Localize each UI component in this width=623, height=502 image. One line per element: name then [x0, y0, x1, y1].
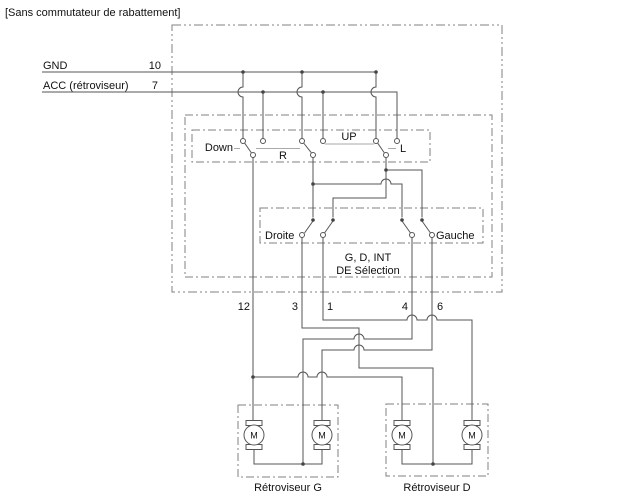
acc-pin-number: 7 [151, 80, 158, 92]
sel-gauche-arm-1 [402, 221, 411, 233]
left-mirror-common-bus [254, 450, 322, 465]
sw3-arm [378, 143, 385, 153]
motor-left-horizontal [312, 421, 332, 450]
gauche-label: Gauche [436, 230, 475, 242]
sw1-arm [245, 143, 252, 153]
pin-3-label: 3 [291, 301, 298, 313]
right-mirror-common-bus [402, 450, 472, 465]
selector-caption-line2: DE Sélection [336, 265, 400, 277]
diagram-title: [Sans commutateur de rabattement] [5, 7, 181, 19]
mirror-left-label: Rétroviseur G [254, 482, 322, 494]
sel-gauche-arm-2 [422, 221, 431, 233]
motor-letter: M [318, 430, 326, 441]
motor-left-vertical [244, 421, 264, 450]
gnd-drop-sw1 [238, 72, 243, 139]
motor-right-horizontal [462, 421, 482, 450]
pin12-branch-to-right-mirror [253, 372, 402, 421]
switch-assembly-box [185, 115, 492, 277]
boundary-boxes [172, 25, 502, 477]
up-label: UP [341, 131, 357, 143]
pole3-branch [386, 170, 422, 218]
mirror-right-label: Rétroviseur D [403, 482, 471, 494]
down-label: Down [204, 142, 233, 154]
gnd-pin-number: 10 [148, 60, 161, 72]
droite-label: Droite [265, 230, 295, 242]
mechanical-link-lines [234, 144, 396, 149]
selector-caption-line1: G, D, INT [344, 252, 392, 264]
sel-droite-arm-1 [305, 221, 314, 233]
motor-letter: M [250, 430, 258, 441]
pin-12-label: 12 [237, 301, 250, 313]
gnd-drop-sw3 [371, 72, 376, 139]
gnd-drop-sw2 [297, 72, 302, 139]
gnd-label: GND [43, 60, 68, 72]
motor-letter: M [468, 430, 476, 441]
pin-6-label: 6 [437, 301, 444, 313]
outer-unit-box [172, 25, 502, 292]
sw2-arm [304, 143, 312, 153]
l-label: L [400, 143, 407, 155]
motor-letter: M [398, 430, 406, 441]
motor-right-vertical [392, 421, 412, 450]
acc-label: ACC (rétroviseur) [43, 80, 129, 92]
r-label: R [279, 150, 287, 162]
mirror-motors [244, 421, 482, 450]
sel-droite-arm-2 [325, 221, 334, 233]
pin-4-label: 4 [401, 301, 408, 313]
pin-1-label: 1 [327, 301, 334, 313]
